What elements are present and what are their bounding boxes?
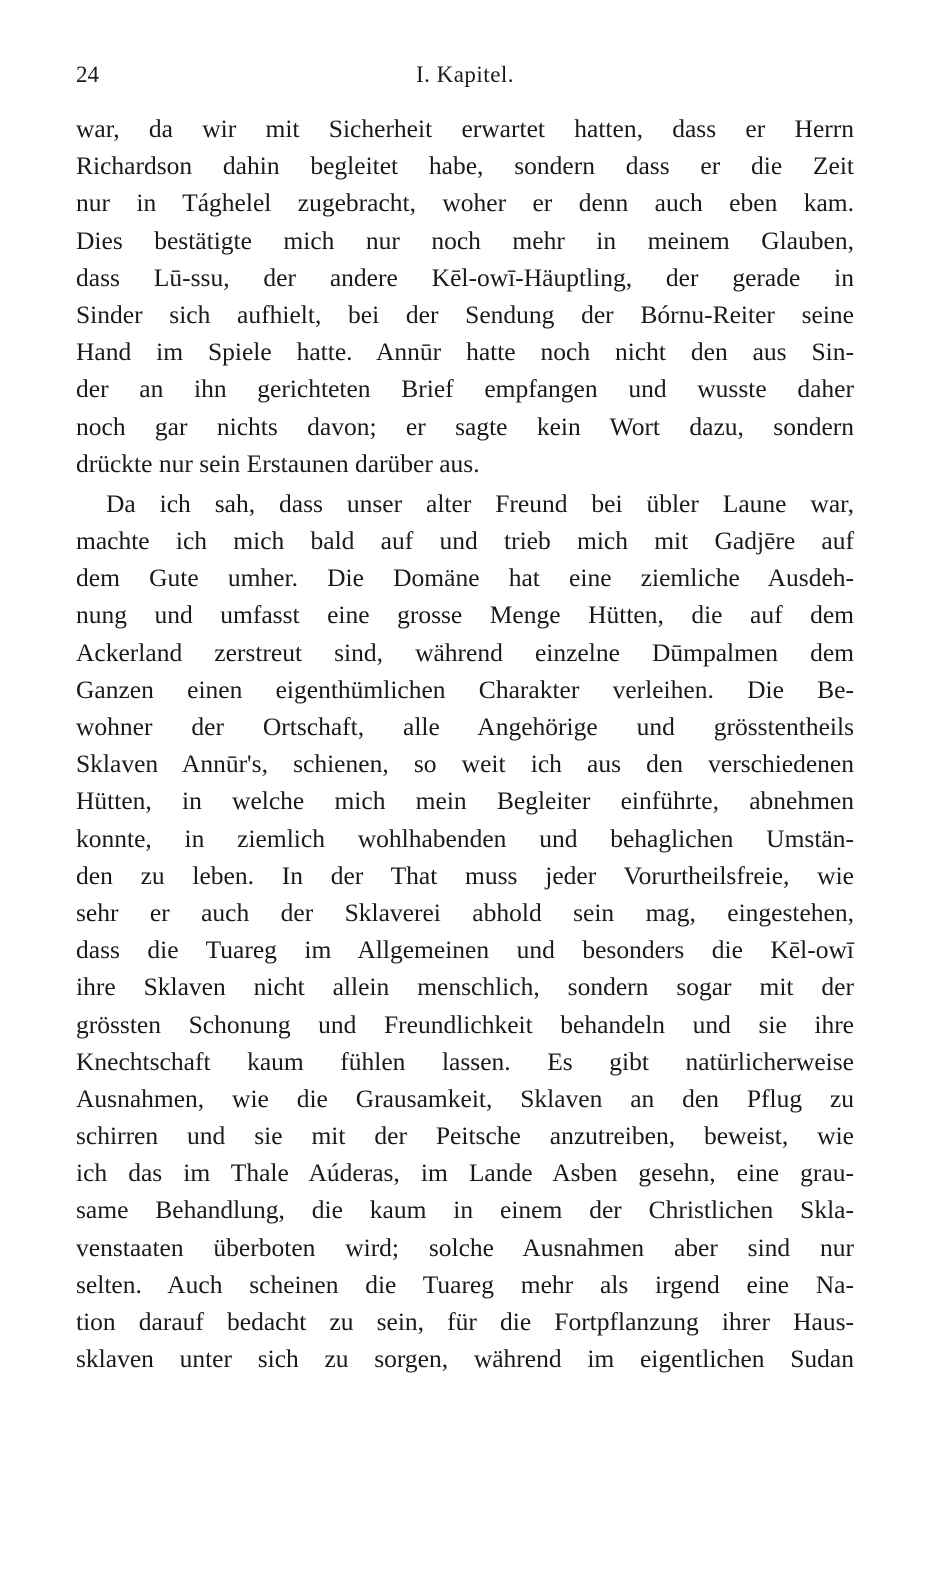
text-line: Ganzen einen eigenthümlichen Charakter verleihen. Die Be-	[76, 674, 854, 704]
text-line: venstaaten überboten wird; solche Ausnahmen aber sind nur	[76, 1232, 854, 1262]
text-line: Ackerland zerstreut sind, während einzelne Dūmpalmen dem	[76, 637, 854, 667]
text-line: Hütten, in welche mich mein Begleiter einführte, abnehmen	[76, 786, 854, 816]
text-line: Hand im Spiele hatte. Annūr hatte noch nicht den aus Sin-	[76, 337, 854, 367]
paragraph	[76, 485, 854, 1378]
text-line: schirren und sie mit der Peitsche anzutreiben, beweist, wie	[76, 1121, 854, 1151]
text-line: sehr er auch der Sklaverei abhold sein mag, eingestehen,	[76, 897, 854, 927]
chapter-title: I. Kapitel.	[415, 62, 515, 87]
text-line: Richardson dahin begleitet habe, sondern dass er die Zeit	[76, 151, 854, 181]
text-line: sklaven unter sich zu sorgen, während im eigentlichen Sudan	[76, 1344, 854, 1374]
text-line: wohner der Ortschaft, alle Angehörige und grösstentheils	[76, 712, 854, 741]
text-line: ich das im Thale Aúderas, im Lande Asben gesehn, eine grau-	[76, 1158, 854, 1188]
text-line: same Behandlung, die kaum in einem der Christlichen Skla-	[76, 1195, 854, 1225]
text-line: war, da wir mit Sicherheit erwartet hatten, dass er Herrn	[76, 114, 854, 143]
paragraph	[76, 110, 854, 482]
text-line: machte ich mich bald auf und trieb mich mit Gadjēre auf	[76, 526, 854, 556]
text-line: den zu leben. In der That muss jeder Vorurtheilsfreie, wie	[76, 860, 854, 890]
text-line: Knechtschaft kaum fühlen lassen. Es gibt natürlicherweise	[76, 1046, 854, 1076]
text-line: der an ihn gerichteten Brief empfangen und wusste daher	[76, 374, 854, 404]
text-line: Dies bestätigte mich nur noch mehr in meinem Glauben,	[76, 225, 854, 255]
text-line: nur in Tághelel zugebracht, woher er denn auch eben kam.	[76, 188, 854, 218]
text-line: dem Gute umher. Die Domäne hat eine ziemliche Ausdeh-	[76, 563, 854, 593]
text-line: ihre Sklaven nicht allein menschlich, sondern sogar mit der	[76, 972, 854, 1002]
text-line: Ausnahmen, wie die Grausamkeit, Sklaven an den Pflug zu	[76, 1083, 854, 1113]
text-line: Da ich sah, dass unser alter Freund bei übler Laune war,	[106, 488, 854, 518]
page-number: 24	[76, 62, 99, 87]
text-line: selten. Auch scheinen die Tuareg mehr als irgend eine Na-	[76, 1269, 854, 1299]
body-text	[76, 110, 854, 1377]
text-line: tion darauf bedacht zu sein, für die Fortpflanzung ihrer Haus-	[76, 1307, 854, 1336]
text-line: grössten Schonung und Freundlichkeit behandeln und sie ihre	[76, 1009, 854, 1039]
text-line: konnte, in ziemlich wohlhabenden und behaglichen Umstän-	[76, 823, 854, 853]
text-line: nung und umfasst eine grosse Menge Hütten, die auf dem	[76, 600, 854, 630]
text-line: Sinder sich aufhielt, bei der Sendung der Bórnu-Reiter seine	[76, 299, 854, 329]
text-line: dass Lū-ssu, der andere Kēl-owī-Häuptling, der gerade in	[76, 262, 854, 292]
running-head	[76, 60, 854, 90]
text-line: noch gar nichts davon; er sagte kein Wort dazu, sondern	[76, 411, 854, 441]
text-line: drückte nur sein Erstaunen darüber aus.	[76, 448, 480, 478]
text-line: dass die Tuareg im Allgemeinen und besonders die Kēl-owī	[76, 935, 854, 965]
text-line: Sklaven Annūr's, schienen, so weit ich aus den verschiedenen	[76, 749, 854, 779]
